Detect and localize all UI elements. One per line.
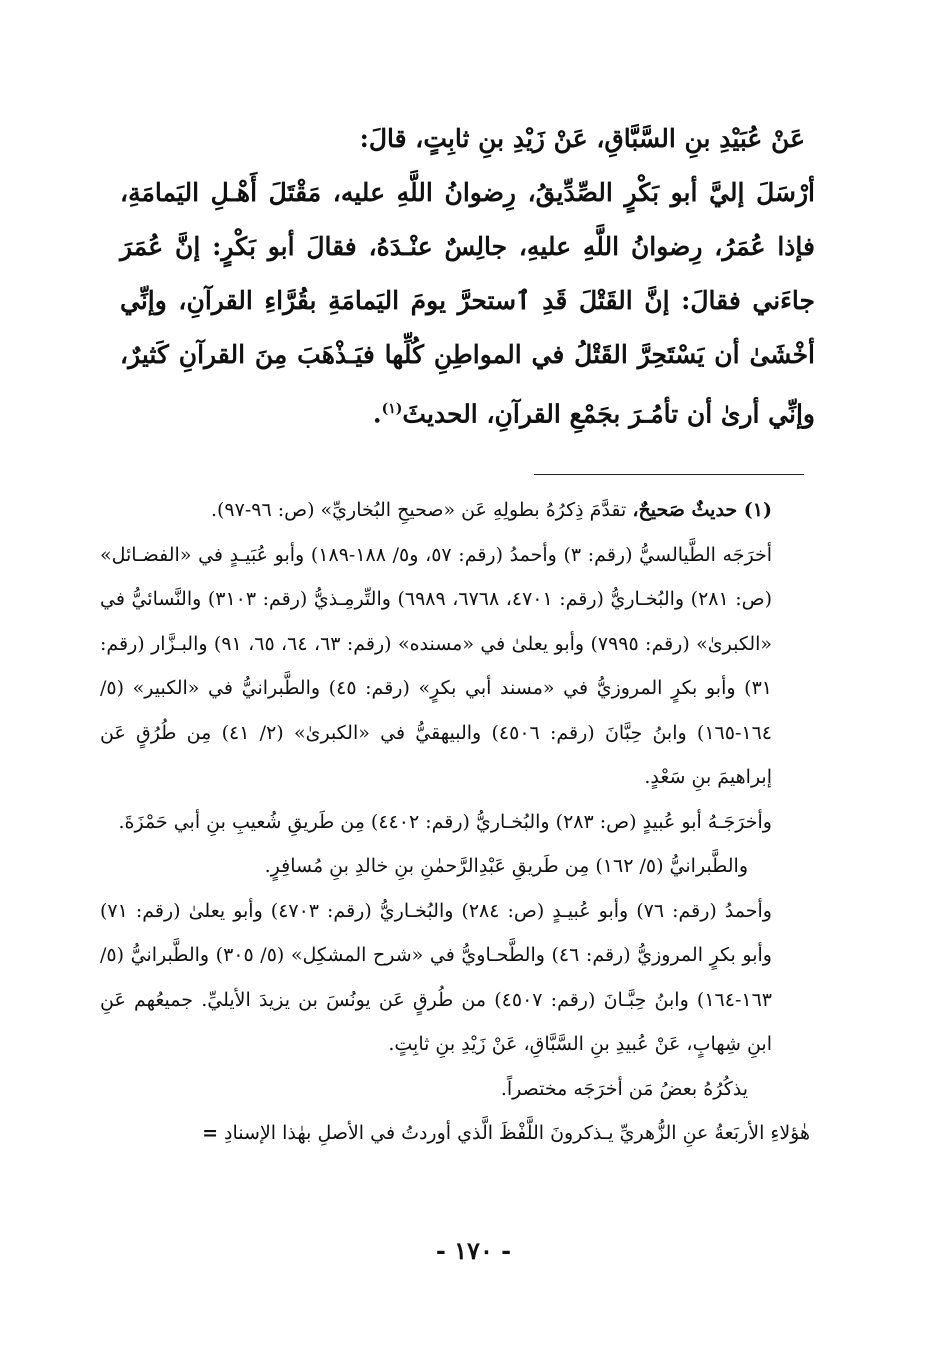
footnote-1-text: تقدَّمَ ذِكرُهُ بطولِهِ عَن «صحيحِ البُخاريِّ» (ص: ٩٦-٩٧). <box>210 499 627 521</box>
main-text <box>120 112 815 441</box>
footnotes <box>100 488 810 1156</box>
footnote-1-lead: (١) حديثٌ صَحيحٌ، <box>632 499 772 521</box>
footnote-1 <box>100 488 810 533</box>
footnote-paragraph-abridged: يذكُرُهُ بعضُ مَن أخرَجَه مختصراً. <box>500 1077 748 1100</box>
footnote-paragraph-shuayb: وأخرَجَـهُ أبو عُبيدٍ (ص: ٢٨٣) والبُخـاريُّ (رقم: ٤٤٠٢) مِن طَريقِ شُعيبِ بنِ أبي حَمْزَةَ. <box>118 810 772 833</box>
hadith-text: أرْسَلَ إليَّ أبو بَكْرٍ الصِّدِّيقُ، رِضوانُ اللَّهِ عليه، مَقْتَلَ أَهْـلِ اليَمامَةِ، فإذا عُمَرُ، رِضوانُ اللَّهِ عليهِ، جالِسٌ عنْـدَهُ، فقالَ أبو بَكْرٍ: إنَّ عُمَرَ جاءَني فقالَ: إنَّ القَتْلَ قَدِ ٱستحرَّ يومَ اليَمامَةِ بقُرَّاءِ القرآنِ، وإنِّي أخْشَىٰ أن يَسْتَحِرَّ القَتْلُ في المواطِنِ كُلِّها فيَـذْهَبَ مِنَ القرآنِ كَثيرٌ، وإنِّي أرىٰ أن تأمُـرَ بجَمْعِ القرآنِ، الحديثَ <box>120 178 815 429</box>
page-number: - ١٧٠ - <box>435 1236 512 1265</box>
footnote-paragraph-sources: أخرَجَه الطَّيالسيُّ (رقم: ٣) وأحمدُ (رقم: ٥٧، و٥/ ١٨٨-١٨٩) وأبو عُبَيـدٍ في «الفضـائل» (ص: ٢٨١) والبُخـاريُّ (رقم: ٤٧٠١، ٦٧٦٨، ٦٩٨٩) والتِّرمِـذيُّ (رقم: ٣١٠٣) والنَّسائيُّ في «الكبرىٰ» (رقم: ٧٩٩٥) وأبو يعلىٰ في «مسنده» (رقم: ٦٣، ٦٤، ٦٥، ٩١) والبـزَّار (رقم: ٣١) وأبو بكرٍ المروزيُّ في «مسند أبي بكرٍ» (رقم: ٤٥) والطَّبرانيُّ في «الكبير» (٥/ ١٦٤-١٦٥) وابنُ حِبَّانَ (رقم: ٤٥٠٦) والبيهقيُّ في «الكبرىٰ» (٢/ ٤١) مِن طُرُقٍ عَن إبراهيمَ بنِ سَعْدٍ. <box>100 543 773 788</box>
hadith-paragraph: أرْسَلَ إليَّ أبو بَكْرٍ الصِّدِّيقُ، رِضوانُ اللَّهِ عليه، مَقْتَلَ أَهْـلِ اليَمامَةِ، فإذا عُمَرُ، رِضوانُ اللَّهِ عليهِ، جالِسٌ عنْـدَهُ، فقالَ أبو بَكْرٍ: إنَّ عُمَرَ جاءَني فقالَ: إنَّ القَتْلَ قَدِ ٱستحرَّ يومَ اليَمامَةِ بقُرَّاءِ القرآنِ، وإنِّي أخْشَىٰ أن يَسْتَحِرَّ القَتْلُ في المواطِنِ كُلِّها فيَـذْهَبَ مِنَ القرآنِ كَثيرٌ، وإنِّي أرىٰ أن تأمُـرَ بجَمْعِ القرآنِ، الحديثَ$^{(١)}$. <box>120 178 815 429</box>
isnad-intro: عَنْ عُبَيْدِ بنِ السَّبَّاقِ، عَنْ زَيْدِ بنِ ثابِتٍ، قالَ: <box>359 124 805 153</box>
footnote-separator <box>534 474 804 475</box>
footnote-paragraph-zuhri <box>100 1111 810 1156</box>
footnote-zuhri-text: هٰؤلاءِ الأربَعةُ عنِ الزُّهريِّ يـذكرونَ اللَّفْظَ الَّذي أوردتُ في الأصلِ بهٰذا الإسنادِ <box>224 1122 810 1144</box>
footnote-paragraph-tabarani: والطَّبرانيُّ (٥/ ١٦٢) مِن طَريقِ عَبْدِالرَّحمٰنِ بنِ خالدِ بنِ مُسافِرٍ. <box>264 855 748 877</box>
continuation-mark: = <box>202 1122 218 1144</box>
footnote-paragraph-yunus: وأحمدُ (رقم: ٧٦) وأبو عُبيـدٍ (ص: ٢٨٤) والبُخـاريُّ (رقم: ٤٧٠٣) وأبو يعلىٰ (رقم: ٧١) وأبو بكرٍ المروزيُّ (رقم: ٤٦) والطَّحـاويُّ في «شرح المشكِل» (٥/ ٣٠٥) والطَّبرانيُّ (٥/ ١٦٣-١٦٤) وابنُ حِبَّـانَ (رقم: ٤٥٠٧) من طُرقٍ عَن يونُسَ بن يزيدَ الأيليِّ. جميعُهم عَنِ ابنِ شِهابٍ، عَنْ عُبيدِ بنِ السَّبَّاقِ، عَنْ زَيْدِ بنِ ثابِتٍ. <box>100 899 773 1055</box>
footnote-reference: (١) <box>381 401 403 417</box>
